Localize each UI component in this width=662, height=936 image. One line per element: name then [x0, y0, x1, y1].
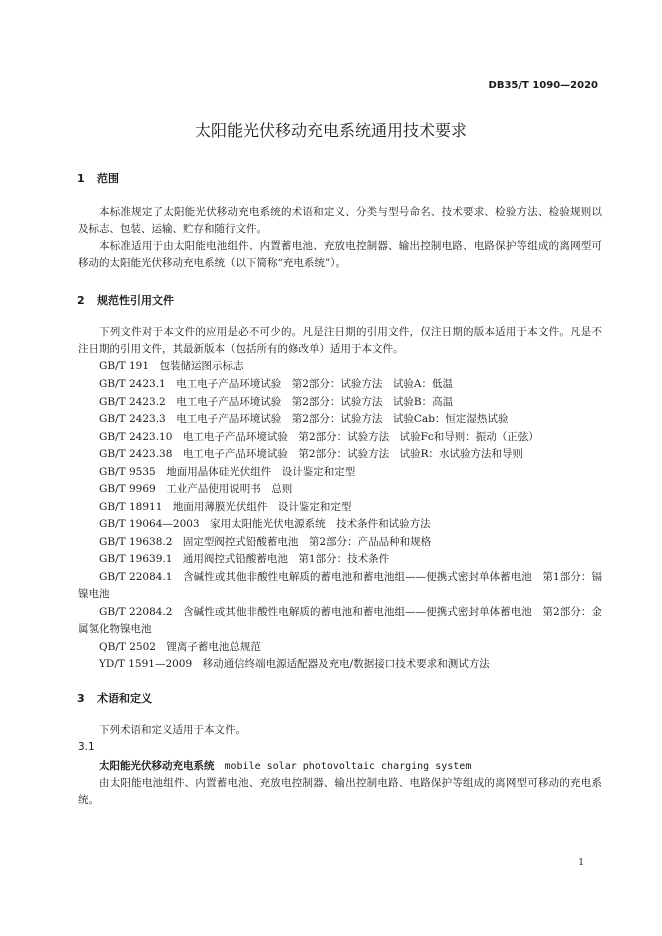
- document-title: 太阳能光伏移动充电系统通用技术要求: [194, 121, 467, 140]
- section-1-heading: [77, 170, 119, 186]
- clause-number: 3.1: [78, 741, 95, 753]
- section-3-heading: [77, 690, 152, 706]
- section-number: 2: [77, 294, 85, 307]
- reference-item: GB/T 9969 工业产品使用说明书 总则: [99, 483, 293, 495]
- reference-item: GB/T 22084.1 含碱性或其他非酸性电解质的蓄电池和蓄电池组——便携式密封单体蓄电池 第1部分：镉镍电池: [78, 571, 602, 600]
- section-title: 范围: [97, 172, 119, 185]
- reference-item: GB/T 19064—2003 家用太阳能光伏电源系统 技术条件和试验方法: [99, 518, 431, 530]
- section-2-heading: [77, 292, 174, 308]
- reference-item: GB/T 2423.10 电工电子产品环境试验 第2部分：试验方法 试验Fc和导则：振动（正弦）: [99, 431, 539, 443]
- section-title: 术语和定义: [97, 692, 152, 705]
- paragraph: 本标准规定了太阳能光伏移动充电系统的术语和定义、分类与型号命名、技术要求、检验方法、检验规则以及标志、包装、运输、贮存和随行文件。: [78, 206, 602, 235]
- reference-item: GB/T 22084.2 含碱性或其他非酸性电解质的蓄电池和蓄电池组——便携式密封单体蓄电池 第2部分：金属氢化物镍电池: [78, 606, 602, 635]
- term-english: mobile solar photovoltaic charging system: [224, 761, 472, 772]
- reference-item: GB/T 191 包装储运图示标志: [99, 360, 244, 372]
- paragraph: 本标准适用于由太阳能电池组件、内置蓄电池、充放电控制器、输出控制电路、电路保护等组成的离网型可移动的太阳能光伏移动充电系统（以下简称“充电系统”）。: [78, 240, 602, 269]
- reference-item: GB/T 19639.1 通用阀控式铅酸蓄电池 第1部分：技术条件: [99, 553, 390, 565]
- term-definition: 由太阳能电池组件、内置蓄电池、充放电控制器、输出控制电路、电路保护等组成的离网型可移动的充电系统。: [78, 777, 602, 806]
- reference-item: GB/T 19638.2 固定型阀控式铅酸蓄电池 第2部分：产品品种和规格: [99, 536, 432, 548]
- reference-item: GB/T 2423.3 电工电子产品环境试验 第2部分：试验方法 试验Cab：恒定湿热试验: [99, 413, 509, 425]
- reference-item: GB/T 2423.1 电工电子产品环境试验 第2部分：试验方法 试验A：低温: [99, 378, 453, 390]
- reference-item: YD/T 1591—2009 移动通信终端电源适配器及充电/数据接口技术要求和测试方法: [99, 658, 490, 670]
- section-number: 1: [77, 172, 85, 185]
- paragraph: 下列术语和定义适用于本文件。: [99, 724, 246, 736]
- term-entry: [99, 758, 471, 773]
- reference-item: GB/T 2423.38 电工电子产品环境试验 第2部分：试验方法 试验R：水试验方法和导则: [99, 448, 523, 460]
- paragraph: 下列文件对于本文件的应用是必不可少的。凡是注日期的引用文件，仅注日期的版本适用于本文件。凡是不注日期的引用文件，其最新版本（包括所有的修改单）适用于本文件。: [78, 326, 602, 355]
- reference-item: GB/T 18911 地面用薄膜光伏组件 设计鉴定和定型: [99, 501, 352, 513]
- standard-code: DB35/T 1090—2020: [488, 80, 598, 91]
- page-number: 1: [578, 858, 584, 868]
- reference-item: QB/T 2502 锂离子蓄电池总规范: [99, 641, 261, 653]
- section-number: 3: [77, 692, 85, 705]
- reference-item: GB/T 2423.2 电工电子产品环境试验 第2部分：试验方法 试验B：高温: [99, 396, 454, 408]
- section-title: 规范性引用文件: [97, 294, 174, 307]
- reference-item: GB/T 9535 地面用晶体硅光伏组件 设计鉴定和定型: [99, 466, 356, 478]
- term-chinese: 太阳能光伏移动充电系统: [99, 760, 215, 772]
